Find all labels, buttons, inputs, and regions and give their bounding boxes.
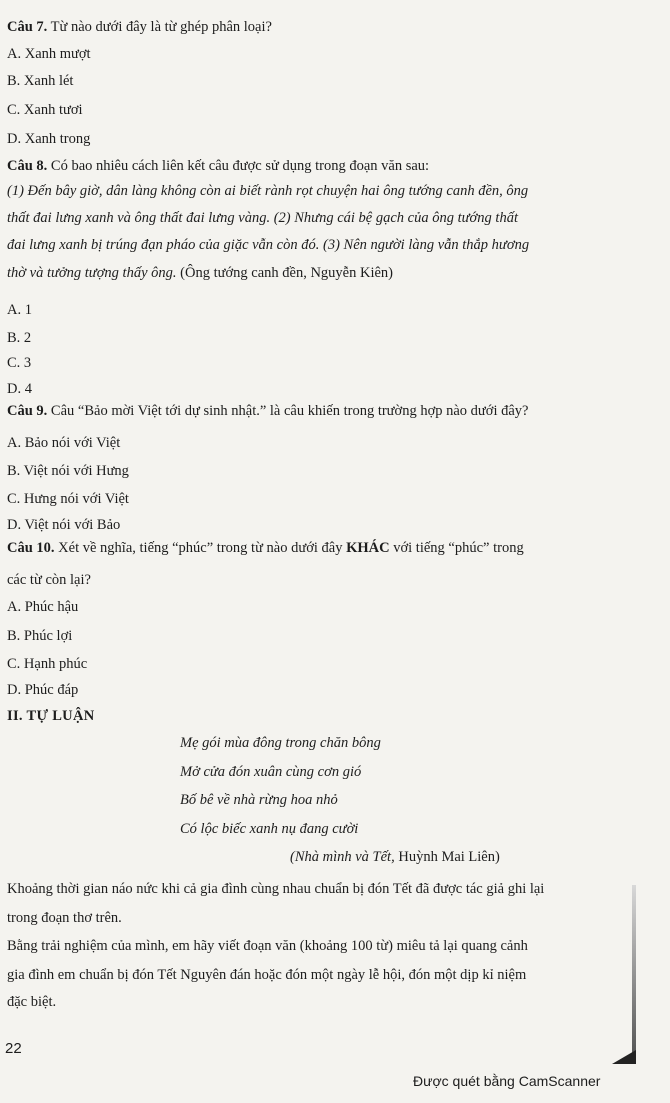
question-7-number: Câu 7. <box>7 19 48 35</box>
essay-paragraph-2-line: đặc biệt. <box>7 994 57 1010</box>
essay-paragraph-1-line: Khoảng thời gian náo nức khi cả gia đình cùng nhau chuẩn bị đón Tết đã được tác giả ghi lại <box>7 881 545 897</box>
essay-paragraph-1-line: trong đoạn thơ trên. <box>7 910 122 926</box>
question-8-passage-line: thất đai lưng xanh và ông thất đai lưng vàng. (2) Nhưng cái bệ gạch của ông tướng thất <box>7 210 518 226</box>
question-8-passage-last-line <box>7 264 640 282</box>
question-7-text: Từ nào dưới đây là từ ghép phân loại? <box>47 19 272 35</box>
page-edge-shadow <box>632 885 636 1055</box>
question-10-title-line-2: các từ còn lại? <box>7 572 91 588</box>
essay-paragraph-2-line: Bằng trải nghiệm của mình, em hãy viết đoạn văn (khoảng 100 từ) miêu tả lại quang cảnh <box>7 938 528 954</box>
question-9-option-a: A. Bảo nói với Việt <box>7 435 121 451</box>
question-7-option-d: D. Xanh trong <box>7 131 91 147</box>
question-8-passage-line: (1) Đến bây giờ, dân làng không còn ai biết rành rọt chuyện hai ông tướng canh đền, ông <box>7 183 529 199</box>
question-8-option-a: A. 1 <box>7 302 32 318</box>
question-8-option-b: B. 2 <box>7 330 32 346</box>
question-9-option-c: C. Hưng nói với Việt <box>7 491 129 507</box>
question-10-title <box>7 539 640 557</box>
poem-source-author: Huỳnh Mai Liên) <box>394 849 500 865</box>
question-10-option-b: B. Phúc lợi <box>7 628 73 644</box>
question-8-option-d: D. 4 <box>7 381 32 397</box>
question-8-text: Có bao nhiêu cách liên kết câu được sử dụng trong đoạn văn sau: <box>47 158 430 174</box>
question-10-emphasis: KHÁC <box>346 540 390 556</box>
section-2-title: II. TỰ LUẬN <box>7 708 95 724</box>
poem-line: Mở cửa đón xuân cùng cơn gió <box>180 764 362 780</box>
question-9-option-b: B. Việt nói với Hưng <box>7 463 129 479</box>
question-9-title <box>7 402 640 420</box>
poem-source-title: (Nhà mình và Tết, <box>290 849 395 865</box>
question-9-option-d: D. Việt nói với Bảo <box>7 517 121 533</box>
question-10-text-2: với tiếng “phúc” trong <box>389 540 524 556</box>
question-8-number: Câu 8. <box>7 158 48 174</box>
question-10-option-c: C. Hạnh phúc <box>7 656 88 672</box>
poem-line: Bố bê về nhà rừng hoa nhỏ <box>180 792 338 808</box>
page-corner-shadow <box>612 1050 636 1064</box>
question-8-title <box>7 157 640 175</box>
question-10-number: Câu 10. <box>7 540 55 556</box>
question-8-option-c: C. 3 <box>7 355 32 371</box>
question-7-option-c: C. Xanh tươi <box>7 102 83 118</box>
question-8-passage-line: đai lưng xanh bị trúng đạn pháo của giặc vẫn còn đó. (3) Nên người làng vẫn thắp hương <box>7 237 530 253</box>
poem-line: Có lộc biếc xanh nụ đang cười <box>180 821 359 837</box>
question-8-source: (Ông tướng canh đền, Nguyễn Kiên) <box>176 265 393 281</box>
question-10-option-a: A. Phúc hậu <box>7 599 79 615</box>
page-number: 22 <box>5 1040 22 1057</box>
question-9-number: Câu 9. <box>7 403 48 419</box>
question-10-text-1: Xét về nghĩa, tiếng “phúc” trong từ nào dưới đây <box>54 540 347 556</box>
essay-paragraph-2-line: gia đình em chuẩn bị đón Tết Nguyên đán hoặc đón một ngày lễ hội, đón một dịp kỉ niệm <box>7 967 527 983</box>
question-10-option-d: D. Phúc đáp <box>7 682 79 698</box>
poem-line: Mẹ gói mùa đông trong chăn bông <box>180 735 381 751</box>
poem-source <box>290 848 640 866</box>
question-7-option-a: A. Xanh mượt <box>7 46 91 62</box>
question-9-text: Câu “Bảo mời Việt tới dự sinh nhật.” là câu khiến trong trường hợp nào dưới đây? <box>47 403 529 419</box>
question-7-title <box>7 18 640 36</box>
question-8-passage-line: thờ và tưởng tượng thấy ông. <box>7 265 177 281</box>
scanner-watermark: Được quét bằng CamScanner <box>413 1073 601 1089</box>
question-7-option-b: B. Xanh lét <box>7 73 74 89</box>
